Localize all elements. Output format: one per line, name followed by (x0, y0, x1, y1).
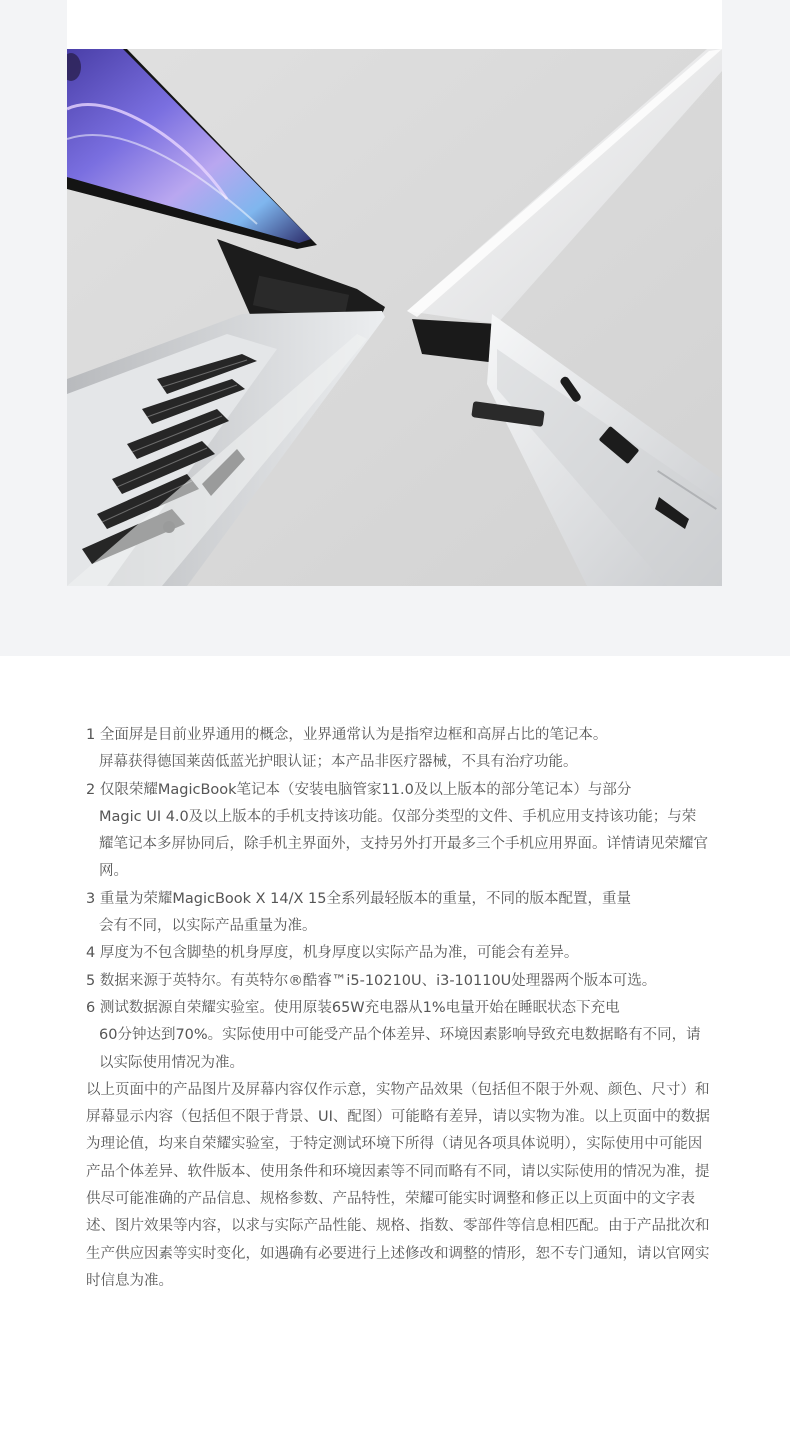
footnote-6 (86, 995, 710, 1077)
footnote-text: 数据来源于英特尔。有英特尔®酷睿™i5-10210U、i3-10110U处理器两个版本可选。 (95, 972, 657, 989)
footnote-5 (86, 968, 710, 995)
footnote-text-cont: 屏幕获得德国莱茵低蓝光护眼认证；本产品非医疗器械，不具有治疗功能。 (99, 754, 578, 771)
footnote-number: 2 (86, 781, 96, 798)
footnote-text: 全面屏是目前业界通用的概念，业界通常认为是指窄边框和高屏占比的笔记本。 (95, 727, 608, 743)
footnote-text: 重量为荣耀MagicBook X 14/X 15全系列最轻版本的重量，不同的版本配置，重量 (95, 890, 632, 907)
footnote-text-cont: 会有不同，以实际产品重量为准。 (99, 918, 317, 935)
laptop-hero-image (67, 49, 722, 586)
footnote-text: 测试数据源自荣耀实验室。使用原装65W充电器从1%电量开始在睡眠状态下充电 (95, 999, 620, 1016)
footnotes (86, 722, 710, 1295)
footnote-text: 仅限荣耀MagicBook笔记本（安装电脑管家11.0及以上版本的部分笔记本）与部分 (95, 781, 632, 798)
footnote-number: 6 (86, 999, 96, 1016)
footnote-number: 1 (86, 727, 96, 743)
footnote-number: 3 (86, 890, 96, 907)
footnote-text-cont: Magic UI 4.0及以上版本的手机支持该功能。仅部分类型的文件、手机应用支持该功能；与荣耀笔记本多屏协同后，除手机主界面外，支持另外打开最多三个手机应用界面。详情请见荣耀官网。 (99, 808, 708, 880)
footnote-number: 5 (86, 972, 96, 989)
footnote-2 (86, 777, 710, 886)
footnote-number: 4 (86, 945, 96, 962)
footnote-text-cont: 60分钟达到70%。实际使用中可能受产品个体差异、环境因素影响导致充电数据略有不同，请以实际使用情况为准。 (99, 1027, 701, 1071)
footnote-3 (86, 886, 710, 941)
image-top-margin (67, 0, 722, 49)
footnote-1 (86, 722, 710, 777)
footnote-text: 厚度为不包含脚垫的机身厚度，机身厚度以实际产品为准，可能会有差异。 (95, 945, 579, 962)
disclaimer-text: 以上页面中的产品图片及屏幕内容仅作示意，实物产品效果（包括但不限于外观、颜色、尺寸）和屏幕显示内容（包括但不限于背景、UI、配图）可能略有差异，请以实物为准。以上页面中的数据为理论值，均来自荣耀实验室，于特定测试环境下所得（请见各项具体说明），实际使用中可能因产品个体差异、软件版本、使用条件和环境因素等不同而略有不同，请以实际使用的情况为准，提供尽可能准确的产品信息、规格参数、产品特性，荣耀可能实时调整和修正以上页面中的文字表述、图片效果等内容，以求与实际产品性能、规格、指数、零部件等信息相匹配。由于产品批次和生产供应因素等实时变化，如遇确有必要进行上述修改和调整的情形，恕不专门通知，请以官网实时信息为准。 (86, 1081, 710, 1289)
footnote-4 (86, 940, 710, 967)
